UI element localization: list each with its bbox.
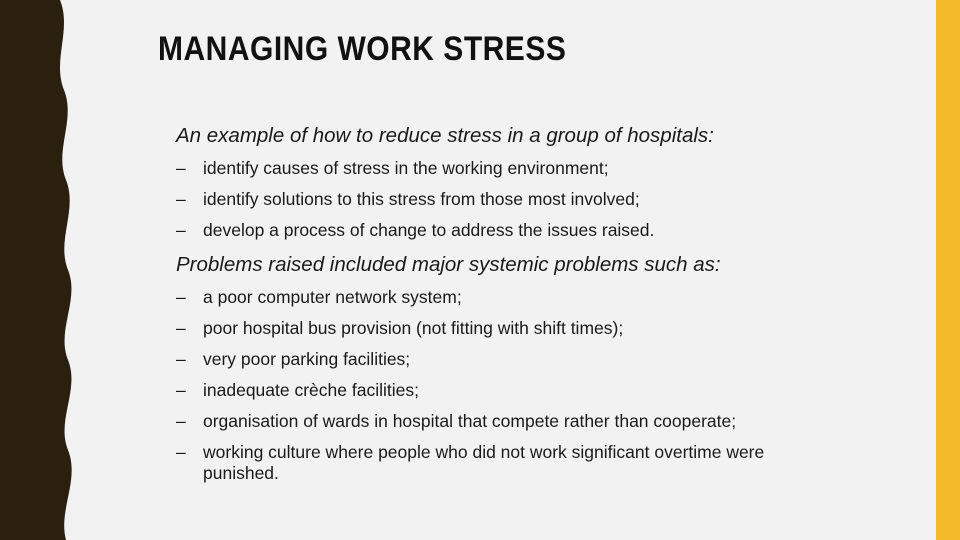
dash-bullet: – <box>176 189 186 209</box>
dash-bullet: – <box>176 220 186 240</box>
list-item: – identify solutions to this stress from those most involved; <box>176 189 640 209</box>
problems-list <box>176 287 876 494</box>
intro-heading: An example of how to reduce stress in a group of hospitals: <box>176 124 714 147</box>
dash-bullet: – <box>176 380 186 400</box>
dash-bullet: – <box>176 411 186 431</box>
steps-list <box>176 158 876 251</box>
list-item: – inadequate crèche facilities; <box>176 380 419 400</box>
list-item: – working culture where people who did not work significant overtime were punished. <box>176 442 765 483</box>
list-item: – a poor computer network system; <box>176 287 462 307</box>
dash-bullet: – <box>176 318 186 338</box>
dash-bullet: – <box>176 158 186 178</box>
list-item: – organisation of wards in hospital that compete rather than cooperate; <box>176 411 737 431</box>
list-item: – develop a process of change to address the issues raised. <box>176 220 655 240</box>
dash-bullet: – <box>176 349 186 369</box>
dash-bullet: – <box>176 442 186 462</box>
decorative-left-wave-band <box>0 0 80 540</box>
dash-bullet: – <box>176 287 186 307</box>
problems-heading: Problems raised included major systemic problems such as: <box>176 253 721 276</box>
slide-title: MANAGING WORK STRESS <box>158 30 567 68</box>
decorative-right-accent-band <box>936 0 960 540</box>
list-item: – poor hospital bus provision (not fitting with shift times); <box>176 318 624 338</box>
list-item: – very poor parking facilities; <box>176 349 411 369</box>
list-item: – identify causes of stress in the working environment; <box>176 158 609 178</box>
